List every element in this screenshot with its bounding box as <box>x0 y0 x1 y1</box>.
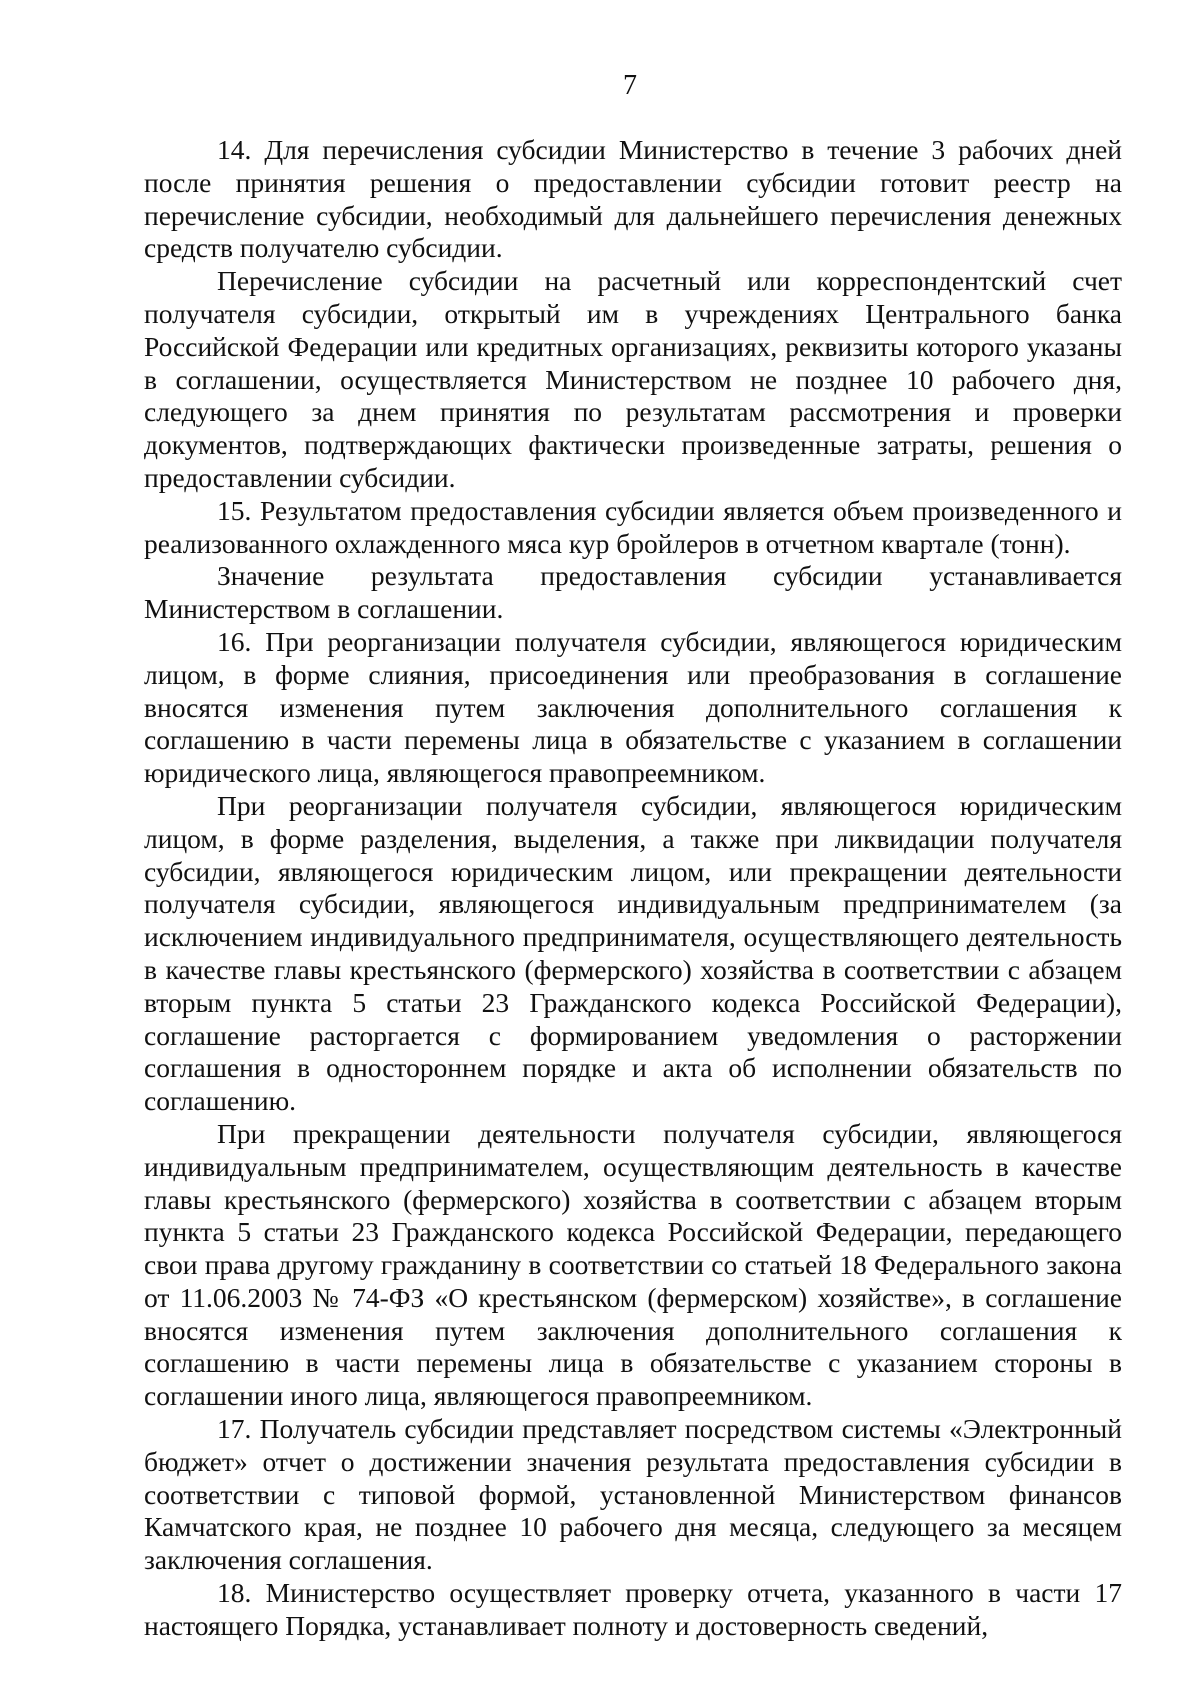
paragraph-18: 18. Министерство осуществляет проверку отчета, указанного в части 17 настоящего Порядка, устанавливает полноту и достоверность сведений, <box>144 1577 1122 1641</box>
paragraph-14-transfer: Перечисление субсидии на расчетный или корреспондентский счет получателя субсидии, открытый им в учреждениях Центрального банка Российской Федерации или кредитных организациях, реквизиты которого указаны в соглашении, осуществляется Министерством не позднее 10 рабочего дня, следующего за днем принятия по результатам рассмотрения и проверки документов, подтверждающих фактически произведенные затраты, решения о предоставлении субсидии. <box>144 265 1122 493</box>
paragraph-15: 15. Результатом предоставления субсидии является объем произведенного и реализованного охлажденного мяса кур бройлеров в отчетном квартале (тонн). <box>144 494 1122 559</box>
paragraph-16: 16. При реорганизации получателя субсидии, являющегося юридическим лицом, в форме слияния, присоединения или преобразования в соглашение вносятся изменения путем заключения дополнительного соглашения к соглашению в части перемены лица в обязательстве с указанием в соглашении юридического лица, являющегося правопреемником. <box>144 625 1122 789</box>
paragraph-15-result-value: Значение результата предоставления субсидии устанавливается Министерством в соглашении. <box>144 560 1122 625</box>
paragraph-16-reorganization: При реорганизации получателя субсидии, являющегося юридическим лицом, в форме разделения, выделения, а также при ликвидации получателя субсидии, являющегося юридическим лицом, или прекращении деятельности получателя субсидии, являющегося индивидуальным предпринимателем (за исключением индивидуального предпринимателя, осуществляющего деятельность в качестве главы крестьянского (фермерского) хозяйства в соответствии с абзацем вторым пункта 5 статьи 23 Гражданского кодекса Российской Федерации), соглашение расторгается с формированием уведомления о расторжении соглашения в одностороннем порядке и акта об исполнении обязательств по соглашению. <box>144 789 1122 1117</box>
paragraph-14: 14. Для перечисления субсидии Министерство в течение 3 рабочих дней после принятия решения о предоставлении субсидии готовит реестр на перечисление субсидии, необходимый для дальнейшего перечисления денежных средств получателю субсидии. <box>144 134 1122 264</box>
document-body <box>144 134 1122 1643</box>
paragraph-17: 17. Получатель субсидии представляет посредством системы «Электронный бюджет» отчет о достижении значения результата предоставления субсидии в соответствии с типовой формой, установленной Министерством финансов Камчатского края, не позднее 10 рабочего дня месяца, следующего за месяцем заключения соглашения. <box>144 1413 1122 1576</box>
page-number: 7 <box>623 70 637 101</box>
paragraph-16-termination: При прекращении деятельности получателя субсидии, являющегося индивидуальным предпринимателем, осуществляющим деятельность в качестве главы крестьянского (фермерского) хозяйства в соответствии с абзацем вторым пункта 5 статьи 23 Гражданского кодекса Российской Федерации, передающего свои права другому гражданину в соответствии со статьей 18 Федерального закона от 11.06.2003 № 74-ФЗ «О крестьянском (фермерском) хозяйстве», в соглашение вносятся изменения путем заключения дополнительного соглашения к соглашению в части перемены лица в обязательстве с указанием стороны в соглашении иного лица, являющегося правопреемником. <box>144 1117 1122 1412</box>
